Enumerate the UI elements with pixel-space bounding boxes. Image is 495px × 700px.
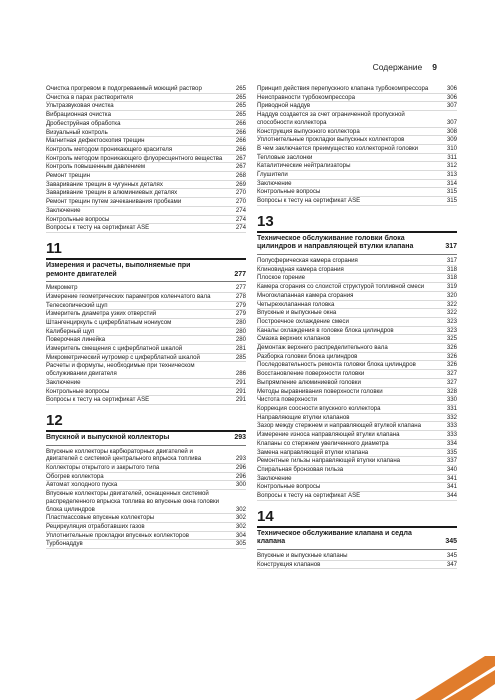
- toc-entry[interactable]: [257, 274, 457, 283]
- toc-entry-title: Каналы охлаждения в головке блока цилиндров: [257, 326, 394, 334]
- toc-entry[interactable]: [46, 379, 246, 388]
- toc-entry[interactable]: [257, 370, 457, 379]
- toc-entry-title: Четырехклапанная головка: [257, 300, 335, 308]
- toc-entry-page: 291: [235, 378, 246, 386]
- chapter-number: 12: [46, 413, 246, 432]
- toc-entry-page: 315: [446, 197, 457, 205]
- chapter-number: 14: [257, 509, 457, 528]
- toc-entry-title: Ремонт трещин путем зачеканивания пробками: [46, 198, 182, 206]
- toc-entry[interactable]: [46, 94, 246, 103]
- toc-entry-title: Камера сгорания со слоистой структурой топливной смеси: [257, 283, 425, 291]
- toc-entry[interactable]: [257, 405, 457, 414]
- toc-entry-title: Пластмассовые впускные коллекторы: [46, 514, 155, 522]
- toc-entry-title: Заключение: [46, 206, 81, 214]
- toc-entry[interactable]: [46, 328, 246, 337]
- toc-entry-title: Очистка в парах растворителя: [46, 93, 133, 101]
- toc-entry-page: 280: [235, 318, 246, 326]
- toc-entry[interactable]: [257, 483, 457, 492]
- toc-entry-page: 266: [235, 137, 246, 145]
- chapter-page-number: 277: [234, 270, 246, 278]
- toc-entry[interactable]: [46, 284, 246, 293]
- toc-entry-title: Впускные коллекторы двигателей, оснащенных системой распределенного впрыска топлива во впускные окна головки блока цилиндров: [46, 490, 220, 513]
- chapter-title-link[interactable]: [46, 260, 246, 282]
- toc-entry[interactable]: [46, 514, 246, 523]
- toc-entry[interactable]: [46, 172, 246, 181]
- toc-entry-page: 333: [446, 422, 457, 430]
- toc-entry-page: 302: [235, 505, 246, 513]
- toc-entry[interactable]: [46, 129, 246, 138]
- toc-entry-title: Вопросы к тесту на сертификат ASE: [46, 224, 150, 232]
- toc-entry-title: Методы выравнивания поверхности головки: [257, 387, 383, 395]
- chapter-heading: [257, 214, 457, 255]
- toc-entry[interactable]: [257, 136, 457, 145]
- toc-entry[interactable]: [46, 102, 246, 111]
- toc-entry[interactable]: [46, 388, 246, 397]
- toc-entry-page: 286: [235, 370, 246, 378]
- toc-entry[interactable]: [257, 301, 457, 310]
- toc-entry-title: Клапаны со стержнем увеличенного диаметра: [257, 439, 389, 447]
- toc-entry-page: 328: [446, 387, 457, 395]
- toc-entry[interactable]: [257, 335, 457, 344]
- toc-entry-page: 322: [446, 300, 457, 308]
- toc-entry-title: Приводной наддув: [257, 102, 311, 110]
- toc-entry-page: 265: [235, 85, 246, 92]
- toc-entry[interactable]: [46, 464, 246, 473]
- toc-entry-title: Рециркуляция отработавших газов: [46, 522, 145, 530]
- toc-entry-title: Впускные и выпускные клапаны: [257, 551, 348, 559]
- toc-entry-page: 274: [235, 224, 246, 232]
- toc-entry[interactable]: [257, 162, 457, 171]
- chapter-number: 11: [46, 241, 246, 260]
- toc-entry-title: Полусферическая камера сгорания: [257, 257, 358, 265]
- toc-entry-title: Плоское горение: [257, 274, 306, 282]
- toc-entry[interactable]: [46, 189, 246, 198]
- toc-entry[interactable]: [46, 155, 246, 164]
- toc-entry-page: 302: [235, 522, 246, 530]
- toc-entry-page: 311: [447, 153, 457, 161]
- toc-entry-page: 305: [235, 540, 246, 548]
- toc-entry-title: Чистота поверхности: [257, 396, 317, 404]
- toc-entry[interactable]: [46, 523, 246, 532]
- toc-entry-page: 274: [235, 206, 246, 214]
- toc-entry[interactable]: [46, 120, 246, 129]
- toc-entry-title: Коллекторы открытого и закрытого типа: [46, 463, 160, 471]
- chapter-title-link[interactable]: [257, 233, 457, 255]
- toc-entry-title: Многоклапанная камера сгорания: [257, 291, 354, 299]
- toc-entry-page: 322: [446, 309, 457, 317]
- toc-entry-page: 280: [235, 327, 246, 335]
- toc-entry-title: Турбонаддув: [46, 540, 83, 548]
- page-number: 9: [432, 62, 437, 72]
- toc-entry-title: Построечное охлаждение смеси: [257, 317, 349, 325]
- toc-entry-page: 291: [235, 396, 246, 404]
- toc-entry[interactable]: [46, 198, 246, 207]
- toc-entry[interactable]: [257, 552, 457, 561]
- chapter-heading: [46, 241, 246, 282]
- toc-entry-title: Последовательность ремонта головки блока цилиндров: [257, 361, 416, 369]
- toc-entry-page: 335: [446, 448, 457, 456]
- toc-entry-page: 315: [446, 188, 457, 196]
- toc-entry[interactable]: [46, 396, 246, 405]
- toc-entry[interactable]: [257, 102, 457, 111]
- section-title: Содержание: [372, 62, 423, 72]
- toc-entry[interactable]: [257, 449, 457, 458]
- toc-entry[interactable]: [257, 145, 457, 154]
- toc-entry[interactable]: [257, 475, 457, 484]
- toc-entry-page: 306: [446, 93, 457, 101]
- toc-entry-title: Заключение: [46, 378, 81, 386]
- toc-entry[interactable]: [257, 431, 457, 440]
- toc-entry-page: 308: [446, 127, 457, 135]
- toc-entry-title: Зазор между стержнем и направляющей втулкой клапана: [257, 422, 421, 430]
- toc-entry-page: 327: [446, 378, 457, 386]
- toc-column-left: [46, 85, 246, 549]
- toc-entry[interactable]: [46, 85, 246, 94]
- toc-entry[interactable]: [257, 466, 457, 475]
- chapter-title-text: Впускной и выпускной коллекторы: [46, 433, 170, 441]
- toc-entry-title: Ультразвуковая очистка: [46, 102, 114, 110]
- corner-ribbon-logo: [375, 656, 495, 700]
- toc-entry[interactable]: [46, 207, 246, 216]
- toc-entry[interactable]: [46, 532, 246, 541]
- toc-entry-title: Дробеструйная обработка: [46, 119, 121, 127]
- chapter-page-number: 345: [445, 538, 457, 546]
- toc-entry-title: Контрольные вопросы: [46, 215, 110, 223]
- toc-entry-page: 317: [446, 257, 457, 265]
- toc-entry-page: 266: [235, 145, 246, 153]
- toc-entry-title: Заключение: [257, 179, 292, 187]
- toc-entry-page: 266: [235, 128, 246, 136]
- toc-entry-title: Вопросы к тесту на сертификат ASE: [257, 197, 361, 205]
- toc-entry-page: 281: [235, 345, 246, 353]
- toc-entry[interactable]: [46, 137, 246, 146]
- toc-entry-title: Вибрационная очистка: [46, 111, 111, 119]
- toc-entry[interactable]: [257, 154, 457, 163]
- chapter-page-number: 293: [234, 433, 246, 441]
- toc-entry[interactable]: [46, 362, 246, 378]
- toc-entry-title: Заключение: [257, 474, 292, 482]
- toc-entry[interactable]: [257, 128, 457, 137]
- toc-entry-title: Вопросы к тесту на сертификат ASE: [46, 396, 150, 404]
- toc-entry[interactable]: [46, 293, 246, 302]
- toc-entry-title: Контроль повышенным давлением: [46, 163, 146, 171]
- toc-entry-title: Уплотнительные прокладки впускных коллекторов: [46, 531, 189, 539]
- toc-entry-title: Измерение геометрических параметров коленчатого вала: [46, 292, 211, 300]
- toc-entry[interactable]: [257, 180, 457, 189]
- toc-entry[interactable]: [257, 492, 457, 501]
- toc-entry-title: Микрометрический нутромер с циферблатной шкалой: [46, 353, 200, 361]
- toc-entry-page: 278: [235, 292, 246, 300]
- toc-entry-page: 334: [446, 439, 457, 447]
- toc-entry-title: Спиральная бронзовая гильза: [257, 465, 344, 473]
- toc-entry-page: 318: [446, 265, 457, 273]
- toc-entry-page: 325: [446, 335, 457, 343]
- toc-entry[interactable]: [257, 266, 457, 275]
- chapter-page-number: 317: [445, 243, 457, 251]
- toc-entry[interactable]: [46, 448, 246, 464]
- toc-entry-title: Впускные и выпускные окна: [257, 309, 337, 317]
- toc-entry-page: 331: [446, 404, 457, 412]
- toc-entry-page: 337: [446, 457, 457, 465]
- toc-entry-title: Измеритель смещения с циферблатной шкалой: [46, 345, 183, 353]
- toc-entry[interactable]: [46, 146, 246, 155]
- toc-entry[interactable]: [257, 353, 457, 362]
- toc-entry-title: Неисправности турбокомпрессора: [257, 93, 356, 101]
- toc-entry[interactable]: [257, 111, 457, 127]
- toc-entry-page: 326: [446, 352, 457, 360]
- chapter-heading: [46, 413, 246, 446]
- chapter-number: 13: [257, 214, 457, 233]
- toc-entry-title: Восстановление поверхности головки: [257, 370, 365, 378]
- toc-entry[interactable]: [46, 336, 246, 345]
- toc-entry[interactable]: [46, 163, 246, 172]
- toc-entry-title: Вопросы к тесту на сертификат ASE: [257, 492, 361, 500]
- toc-entry-title: Контроль методом проникающего красителя: [46, 145, 173, 153]
- toc-entry-title: Ремонт трещин: [46, 172, 90, 180]
- toc-entry-page: 319: [446, 283, 457, 291]
- toc-entry-page: 296: [235, 472, 246, 480]
- toc-entry-page: 270: [235, 189, 246, 197]
- toc-entry-title: Глушители: [257, 171, 288, 179]
- toc-entry[interactable]: [257, 422, 457, 431]
- toc-entry-page: 341: [446, 474, 457, 482]
- toc-entry[interactable]: [46, 216, 246, 225]
- toc-entry-page: 279: [235, 310, 246, 318]
- toc-entry-page: 265: [235, 93, 246, 101]
- chapter-title-text: Измерения и расчеты, выполняемые при ремонте двигателей: [46, 261, 191, 278]
- toc-entry[interactable]: [257, 283, 457, 292]
- toc-entry-title: Конструкция клапанов: [257, 560, 321, 568]
- toc-entry[interactable]: [46, 310, 246, 319]
- toc-entry-title: Штангенциркуль с циферблатным нониусом: [46, 318, 172, 326]
- toc-entry-title: Принцип действия перепускного клапана турбокомпрессора: [257, 85, 429, 92]
- toc-entry-title: Контрольные вопросы: [257, 483, 321, 491]
- toc-entry-title: Микрометр: [46, 284, 78, 292]
- toc-entry-page: 347: [446, 560, 457, 568]
- toc-entry[interactable]: [257, 257, 457, 266]
- toc-entry-title: Телескопический щуп: [46, 301, 108, 309]
- toc-entry[interactable]: [46, 224, 246, 233]
- toc-entry[interactable]: [46, 302, 246, 311]
- toc-entry-page: 313: [446, 171, 457, 179]
- chapter-title-text: Техническое обслуживание головки блока цилиндров и направляющей втулки клапана: [257, 234, 414, 251]
- toc-entry-title: Впускные коллекторы карбюраторных двигателей и двигателей с системой центрального впрыска топлива: [46, 447, 202, 463]
- toc-entry-page: 327: [446, 370, 457, 378]
- toc-entry-page: 304: [235, 531, 246, 539]
- toc-entry[interactable]: [257, 197, 457, 206]
- toc-entry[interactable]: [257, 414, 457, 423]
- toc-entry[interactable]: [46, 473, 246, 482]
- toc-entry-page: 344: [446, 492, 457, 500]
- toc-entry-title: Коррекция соосности впускного коллектора: [257, 404, 381, 412]
- toc-entry[interactable]: [46, 540, 246, 549]
- chapter-title-link[interactable]: [46, 432, 246, 446]
- toc-entry-page: 265: [235, 111, 246, 119]
- toc-entry-page: 302: [235, 514, 246, 522]
- toc-entry-page: 265: [235, 102, 246, 110]
- toc-entry[interactable]: [257, 388, 457, 397]
- toc-entry-title: Демонтаж верхнего распределительного вала: [257, 344, 388, 352]
- toc-entry-page: 293: [235, 455, 246, 463]
- chapter-title-text: Техническое обслуживание клапана и седла клапана: [257, 529, 412, 546]
- toc-entry-page: 326: [446, 344, 457, 352]
- toc-entry-page: 267: [235, 163, 246, 171]
- toc-entry-page: 345: [446, 551, 457, 559]
- toc-entry-page: 307: [446, 118, 457, 126]
- toc-entry-page: 277: [235, 284, 246, 292]
- toc-entry-title: Замена направляющей втулки клапана: [257, 448, 369, 456]
- toc-entry-title: Направляющие втулки клапанов: [257, 413, 350, 421]
- toc-entry-title: Измеритель диаметра узких отверстий: [46, 310, 157, 318]
- toc-entry-page: 296: [235, 463, 246, 471]
- toc-entry-title: Смазка верхних клапанов: [257, 335, 331, 343]
- toc-entry[interactable]: [257, 188, 457, 197]
- toc-entry[interactable]: [257, 561, 457, 570]
- toc-entry-title: Автомат холодного пуска: [46, 481, 118, 489]
- toc-entry-page: 266: [235, 119, 246, 127]
- toc-entry-title: Контрольные вопросы: [257, 188, 321, 196]
- toc-entry-title: Магнитная дефектоскопия трещин: [46, 137, 145, 145]
- toc-entry-page: 333: [446, 431, 457, 439]
- toc-entry-page: 270: [235, 198, 246, 206]
- toc-entry-title: Ремонтные гильзы направляющей втулки клапана: [257, 457, 401, 465]
- toc-entry[interactable]: [257, 457, 457, 466]
- toc-entry-page: 269: [235, 180, 246, 188]
- toc-entry[interactable]: [257, 396, 457, 405]
- toc-entry[interactable]: [257, 379, 457, 388]
- toc-entry-title: Обогрев коллектора: [46, 472, 104, 480]
- toc-entry[interactable]: [257, 85, 457, 94]
- toc-entry-page: 341: [446, 483, 457, 491]
- toc-entry[interactable]: [257, 327, 457, 336]
- toc-entry-page: 323: [446, 326, 457, 334]
- toc-entry-page: 332: [446, 413, 457, 421]
- toc-entry-title: Расчеты и формулы, необходимые при техническом обслуживании двигателя: [46, 362, 195, 378]
- toc-entry[interactable]: [46, 345, 246, 354]
- toc-entry-title: Заваривание трещин в чугунных деталях: [46, 180, 163, 188]
- toc-entry[interactable]: [257, 361, 457, 370]
- toc-entry-page: 310: [446, 144, 457, 152]
- toc-entry[interactable]: [257, 171, 457, 180]
- toc-entry-page: 318: [446, 274, 457, 282]
- toc-entry[interactable]: [257, 344, 457, 353]
- toc-entry-page: 306: [446, 85, 457, 92]
- toc-entry-page: 267: [235, 154, 246, 162]
- toc-entry-page: 291: [235, 387, 246, 395]
- toc-entry-page: 279: [235, 301, 246, 309]
- toc-entry-title: Разборка головки блока цилиндров: [257, 352, 358, 360]
- toc-entry-title: Очистка прогревом в подогреваемый моющий раствор: [46, 85, 202, 92]
- toc-entry[interactable]: [46, 490, 246, 514]
- toc-entry[interactable]: [257, 94, 457, 103]
- chapter-title-link[interactable]: [257, 528, 457, 550]
- toc-entry-page: 340: [446, 465, 457, 473]
- toc-entry-page: 314: [446, 179, 457, 187]
- toc-entry-page: 268: [235, 172, 246, 180]
- toc-entry[interactable]: [46, 354, 246, 363]
- toc-entry-title: Поверочная линейка: [46, 336, 106, 344]
- toc-entry-title: Каталитические нейтрализаторы: [257, 162, 351, 170]
- toc-column-right: [257, 85, 457, 569]
- toc-entry-title: Визуальный контроль: [46, 128, 108, 136]
- toc-entry-page: 330: [446, 396, 457, 404]
- toc-entry[interactable]: [46, 111, 246, 120]
- toc-entry-title: Клиновидная камера сгорания: [257, 265, 344, 273]
- toc-entry-title: Наддув создается за счет ограниченной пропускной способности коллектора: [257, 111, 405, 126]
- toc-entry-title: Калиберный щуп: [46, 327, 95, 335]
- toc-entry-page: 285: [235, 353, 246, 361]
- toc-entry-page: 326: [446, 361, 457, 369]
- toc-entry-title: Контроль методом проникающего флуоресцентного вещества: [46, 154, 223, 162]
- toc-entry-title: Тепловые заслонки: [257, 153, 313, 161]
- toc-entry-title: Измерение износа направляющей втулки клапана: [257, 431, 400, 439]
- toc-entry-page: 300: [235, 481, 246, 489]
- toc-entry-title: Контрольные вопросы: [46, 387, 110, 395]
- toc-entry-title: Заваривание трещин в алюминиевых деталях: [46, 189, 178, 197]
- toc-entry[interactable]: [257, 292, 457, 301]
- toc-entry[interactable]: [46, 481, 246, 490]
- toc-entry-page: 312: [446, 162, 457, 170]
- toc-entry[interactable]: [257, 309, 457, 318]
- toc-entry[interactable]: [257, 440, 457, 449]
- toc-entry-page: 280: [235, 336, 246, 344]
- toc-entry-title: Конструкция выпускного коллектора: [257, 127, 360, 135]
- toc-entry[interactable]: [46, 181, 246, 190]
- page-header: [373, 62, 437, 72]
- chapter-heading: [257, 509, 457, 550]
- toc-entry-page: 309: [446, 136, 457, 144]
- toc-entry-title: В чем заключается преимущество коллекторной головки: [257, 144, 419, 152]
- toc-entry[interactable]: [46, 319, 246, 328]
- toc-entry-title: Уплотнительные прокладки выпускных коллекторов: [257, 136, 405, 144]
- toc-entry[interactable]: [257, 318, 457, 327]
- toc-entry-page: 323: [446, 317, 457, 325]
- toc-entry-page: 307: [446, 102, 457, 110]
- toc-entry-title: Выпрямление алюминиевой головки: [257, 378, 361, 386]
- toc-entry-page: 320: [446, 291, 457, 299]
- toc-entry-page: 274: [235, 215, 246, 223]
